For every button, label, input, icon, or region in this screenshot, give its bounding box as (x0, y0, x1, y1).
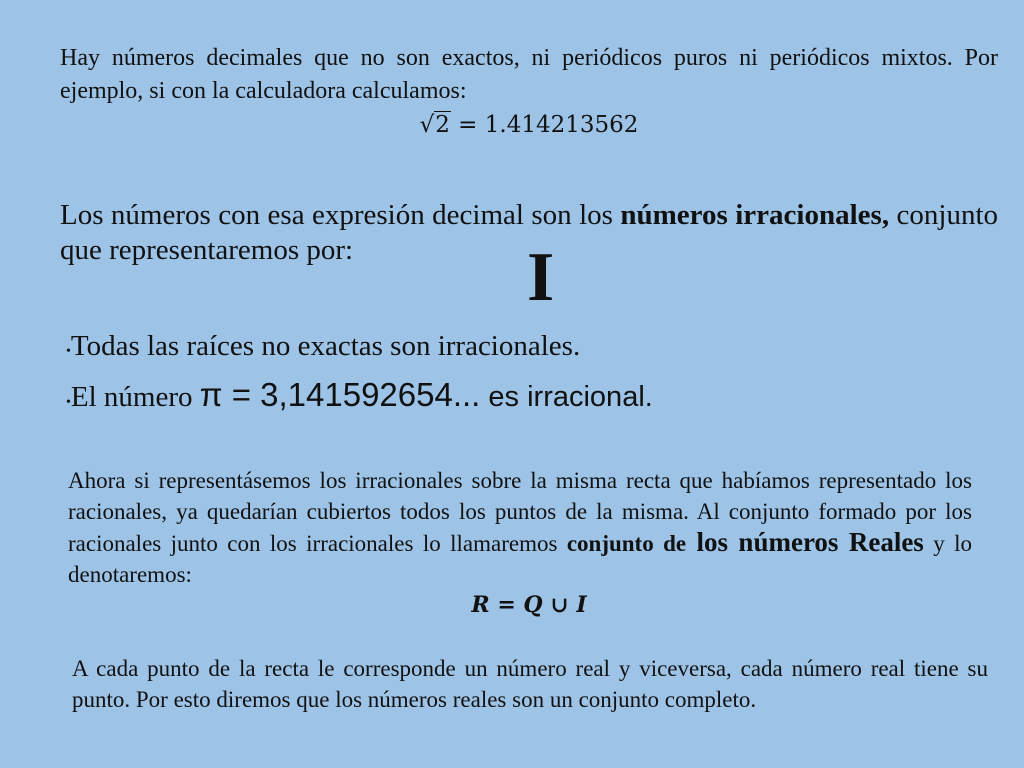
sqrt-symbol: √ (419, 112, 435, 138)
reals-paragraph (68, 465, 972, 590)
p3-post: y lo denotaremos: (68, 531, 973, 587)
sqrt-value: = 1.414213562 (450, 112, 639, 138)
bullet-item-roots (66, 330, 580, 363)
bullet2-pre: El número (70, 381, 200, 413)
reals-equation: R = Q ∪ I (471, 592, 587, 618)
p3-bold1: conjunto de (566, 531, 687, 556)
radicand: 2 (435, 112, 450, 138)
bullet1-text: Todas las raíces no exactas son irracionales. (70, 330, 581, 362)
p3-text: Ahora si representásemos los irracionales sobre la misma recta que habíamos representado los racionales, ya quedarían cubiertos todos los puntos de la misma. Al conjunto formado por los racionales junto con los irracionales lo llamaremos (68, 468, 972, 556)
irrational-set-symbol: I (527, 239, 555, 316)
bullet-dot: • (66, 344, 71, 359)
p2-text-post: conjunto que representaremos por: (60, 199, 998, 266)
bullet2-post: es irracional. (480, 381, 653, 413)
pi-value: π = 3,141592654... (199, 376, 481, 413)
bullet-item-pi (66, 376, 653, 414)
completeness-paragraph: A cada punto de la recta le corresponde un número real y viceversa, cada número real tiene su punto. Por esto diremos que los números reales son un conjunto completo. (72, 656, 988, 712)
p3-bold2: los números Reales (686, 527, 924, 557)
sqrt2-equation (60, 112, 998, 138)
p2-text-pre: Los números con esa expresión decimal son los (60, 199, 621, 231)
p2-bold-term: números irracionales, (620, 199, 890, 231)
intro-paragraph: Hay números decimales que no son exactos, ni periódicos puros ni periódicos mixtos. Por ejemplo, si con la calculadora calculamos: (60, 45, 998, 104)
bullet-dot: • (66, 395, 71, 410)
